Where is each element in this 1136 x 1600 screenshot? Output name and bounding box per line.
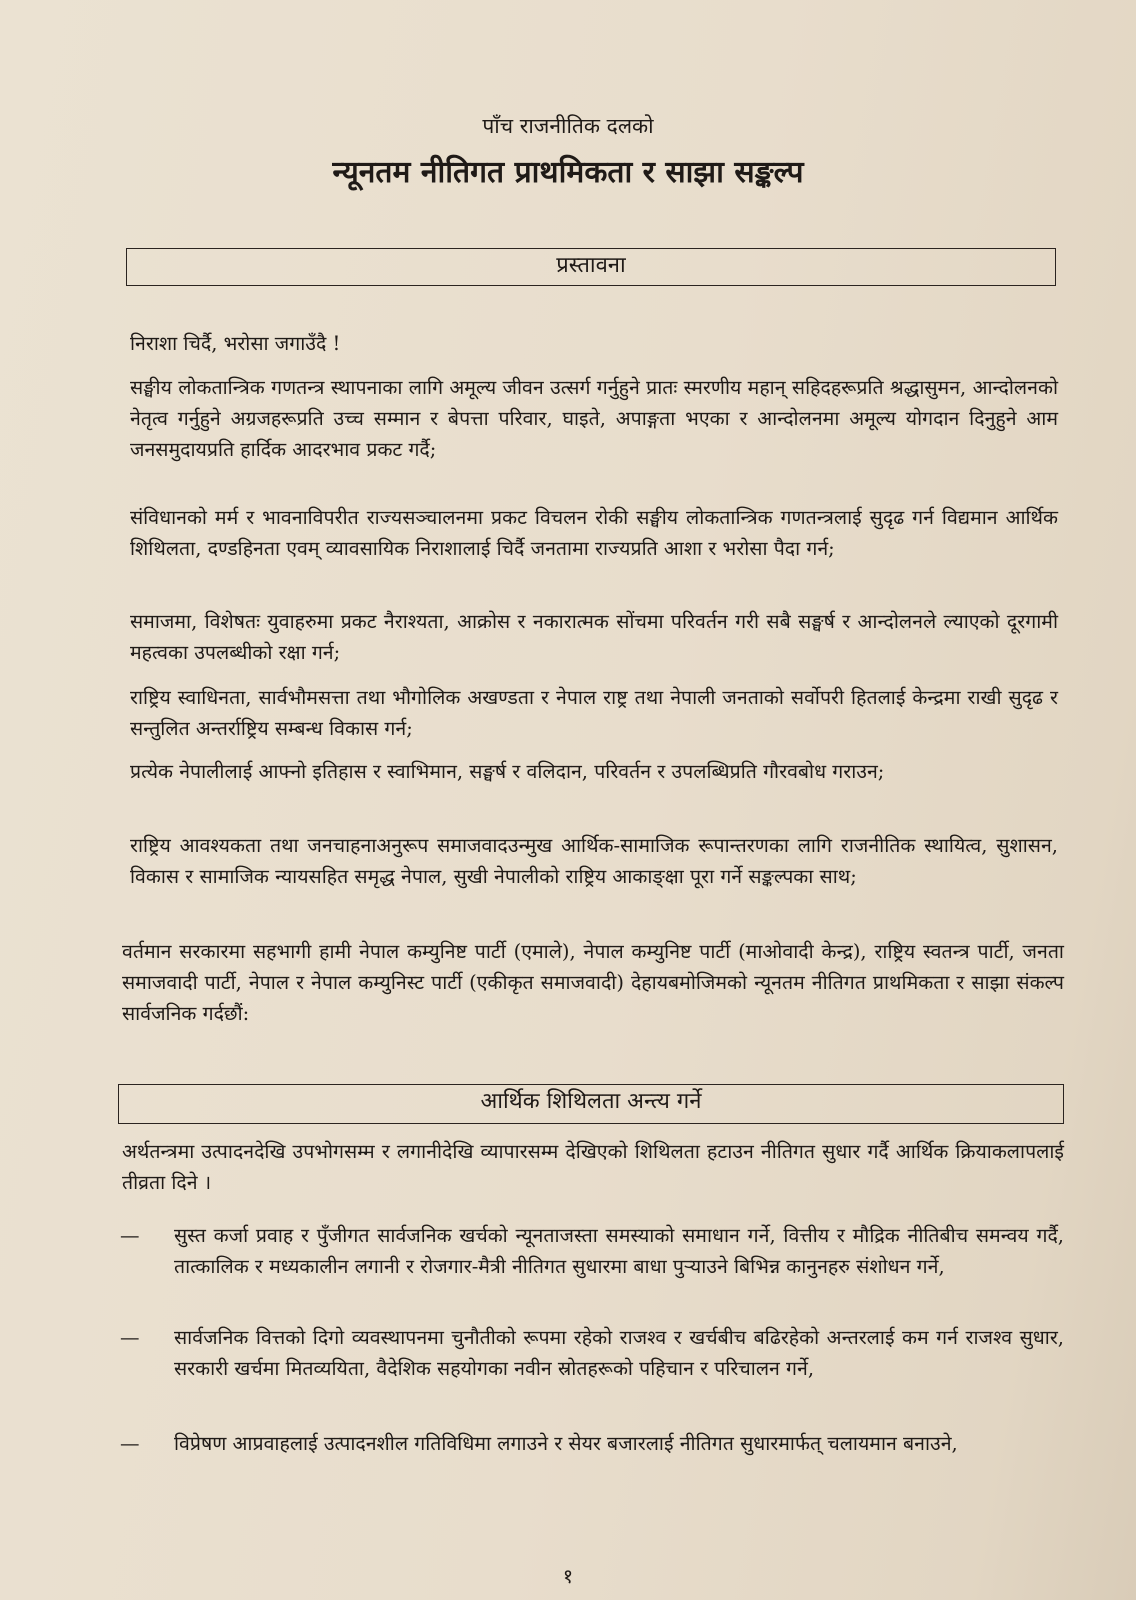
dash-marker: — [120, 1432, 140, 1455]
preamble-paragraph: राष्ट्रिय स्वाधिनता, सार्वभौमसत्ता तथा भौगोलिक अखण्डता र नेपाल राष्ट्र तथा नेपाली जनताको सर्वोपरी हितलाई केन्द्रमा राखी सुदृढ र सन्तुलित अन्तर्राष्ट्रिय सम्बन्ध विकास गर्न; [130, 686, 1058, 740]
preamble-heading-box [126, 248, 1056, 286]
list-item [120, 1428, 1064, 1459]
list-item-text: सुस्त कर्जा प्रवाह र पुँजीगत सार्वजनिक खर्चको न्यूनताजस्ता समस्याको समाधान गर्ने, वित्तीय र मौद्रिक नीतिबीच समन्वय गर्दै, तात्कालिक र मध्यकालीन लगानी र रोजगार-मैत्री नीतिगत सुधारमा बाधा पुऱ्याउने बिभिन्न कानुनहरु संशोधन गर्ने, [174, 1224, 1064, 1278]
preamble-paragraph: निराशा चिर्दै, भरोसा जगाउँदै ! [130, 332, 341, 355]
document-title: न्यूनतम नीतिगत प्राथमिकता र साझा सङ्कल्प [332, 155, 804, 190]
preamble-paragraph: प्रत्येक नेपालीलाई आफ्नो इतिहास र स्वाभिमान, सङ्घर्ष र वलिदान, परिवर्तन र उपलब्धिप्रति गौरवबोध गराउन; [130, 760, 885, 783]
dash-marker: — [120, 1326, 140, 1349]
preamble-paragraph: वर्तमान सरकारमा सहभागी हामी नेपाल कम्युनिष्ट पार्टी (एमाले), नेपाल कम्युनिष्ट पार्टी (माओवादी केन्द्र), राष्ट्रिय स्वतन्त्र पार्टी, जनता समाजवादी पार्टी, नेपाल र नेपाल कम्युनिस्ट पार्टी (एकीकृत समाजवादी) देहायबमोजिमको न्यूनतम नीतिगत प्राथमिकता र साझा संकल्प सार्वजनिक गर्दछौं: [122, 940, 1064, 1025]
preamble-paragraph: समाजमा, विशेषतः युवाहरुमा प्रकट नैराश्यता, आक्रोस र नकारात्मक सोंचमा परिवर्तन गरी सबै सङ्घर्ष र आन्दोलनले ल्याएको दूरगामी महत्वका उपलब्धीको रक्षा गर्न; [130, 610, 1058, 664]
list-item-text: सार्वजनिक वित्तको दिगो व्यवस्थापनमा चुनौतीको रूपमा रहेको राजश्व र खर्चबीच बढिरहेको अन्तरलाई कम गर्न राजश्व सुधार, सरकारी खर्चमा मितव्ययिता, वैदेशिक सहयोगका नवीन स्रोतहरूको पहिचान र परिचालन गर्ने, [174, 1326, 1064, 1380]
page-number: १ [562, 1564, 574, 1588]
dash-marker: — [120, 1224, 140, 1247]
list-item [120, 1220, 1064, 1282]
preamble-paragraph: राष्ट्रिय आवश्यकता तथा जनचाहनाअनुरूप समाजवादउन्मुख आर्थिक-सामाजिक रूपान्तरणका लागि राजनीतिक स्थायित्व, सुशासन, विकास र सामाजिक न्यायसहित समृद्ध नेपाल, सुखी नेपालीको राष्ट्रिय आकाङ्क्षा पूरा गर्ने सङ्कल्पका साथ; [130, 834, 1058, 888]
section-heading: आर्थिक शिथिलता अन्त्य गर्ने [480, 1089, 702, 1114]
section-heading-box [118, 1084, 1064, 1124]
document-subtitle: पाँच राजनीतिक दलको [482, 114, 654, 138]
preamble-paragraph: सङ्घीय लोकतान्त्रिक गणतन्त्र स्थापनाका लागि अमूल्य जीवन उत्सर्ग गर्नुहुने प्रातः स्मरणीय महान् सहिदहरूप्रति श्रद्धासुमन, आन्दोलनको नेतृत्व गर्नुहुने अग्रजहरूप्रति उच्च सम्मान र बेपत्ता परिवार, घाइते, अपाङ्गता भएका र आन्दोलनमा अमूल्य योगदान दिनुहुने आम जनसमुदायप्रति हार्दिक आदरभाव प्रकट गर्दै; [130, 376, 1058, 461]
list-item-text: विप्रेषण आप्रवाहलाई उत्पादनशील गतिविधिमा लगाउने र सेयर बजारलाई नीतिगत सुधारमार्फत् चलायमान बनाउने, [174, 1432, 958, 1455]
section-intro: अर्थतन्त्रमा उत्पादनदेखि उपभोगसम्म र लगानीदेखि व्यापारसम्म देखिएको शिथिलता हटाउन नीतिगत सुधार गर्दै आर्थिक क्रियाकलापलाई तीव्रता दिने । [122, 1140, 1064, 1194]
list-item [120, 1322, 1064, 1384]
preamble-heading: प्रस्तावना [556, 253, 626, 278]
preamble-paragraph: संविधानको मर्म र भावनाविपरीत राज्यसञ्चालनमा प्रकट विचलन रोकी सङ्घीय लोकतान्त्रिक गणतन्त्रलाई सुदृढ गर्न विद्यमान आर्थिक शिथिलता, दण्डहिनता एवम् व्यावसायिक निराशालाई चिर्दै जनतामा राज्यप्रति आशा र भरोसा पैदा गर्न; [130, 506, 1058, 560]
